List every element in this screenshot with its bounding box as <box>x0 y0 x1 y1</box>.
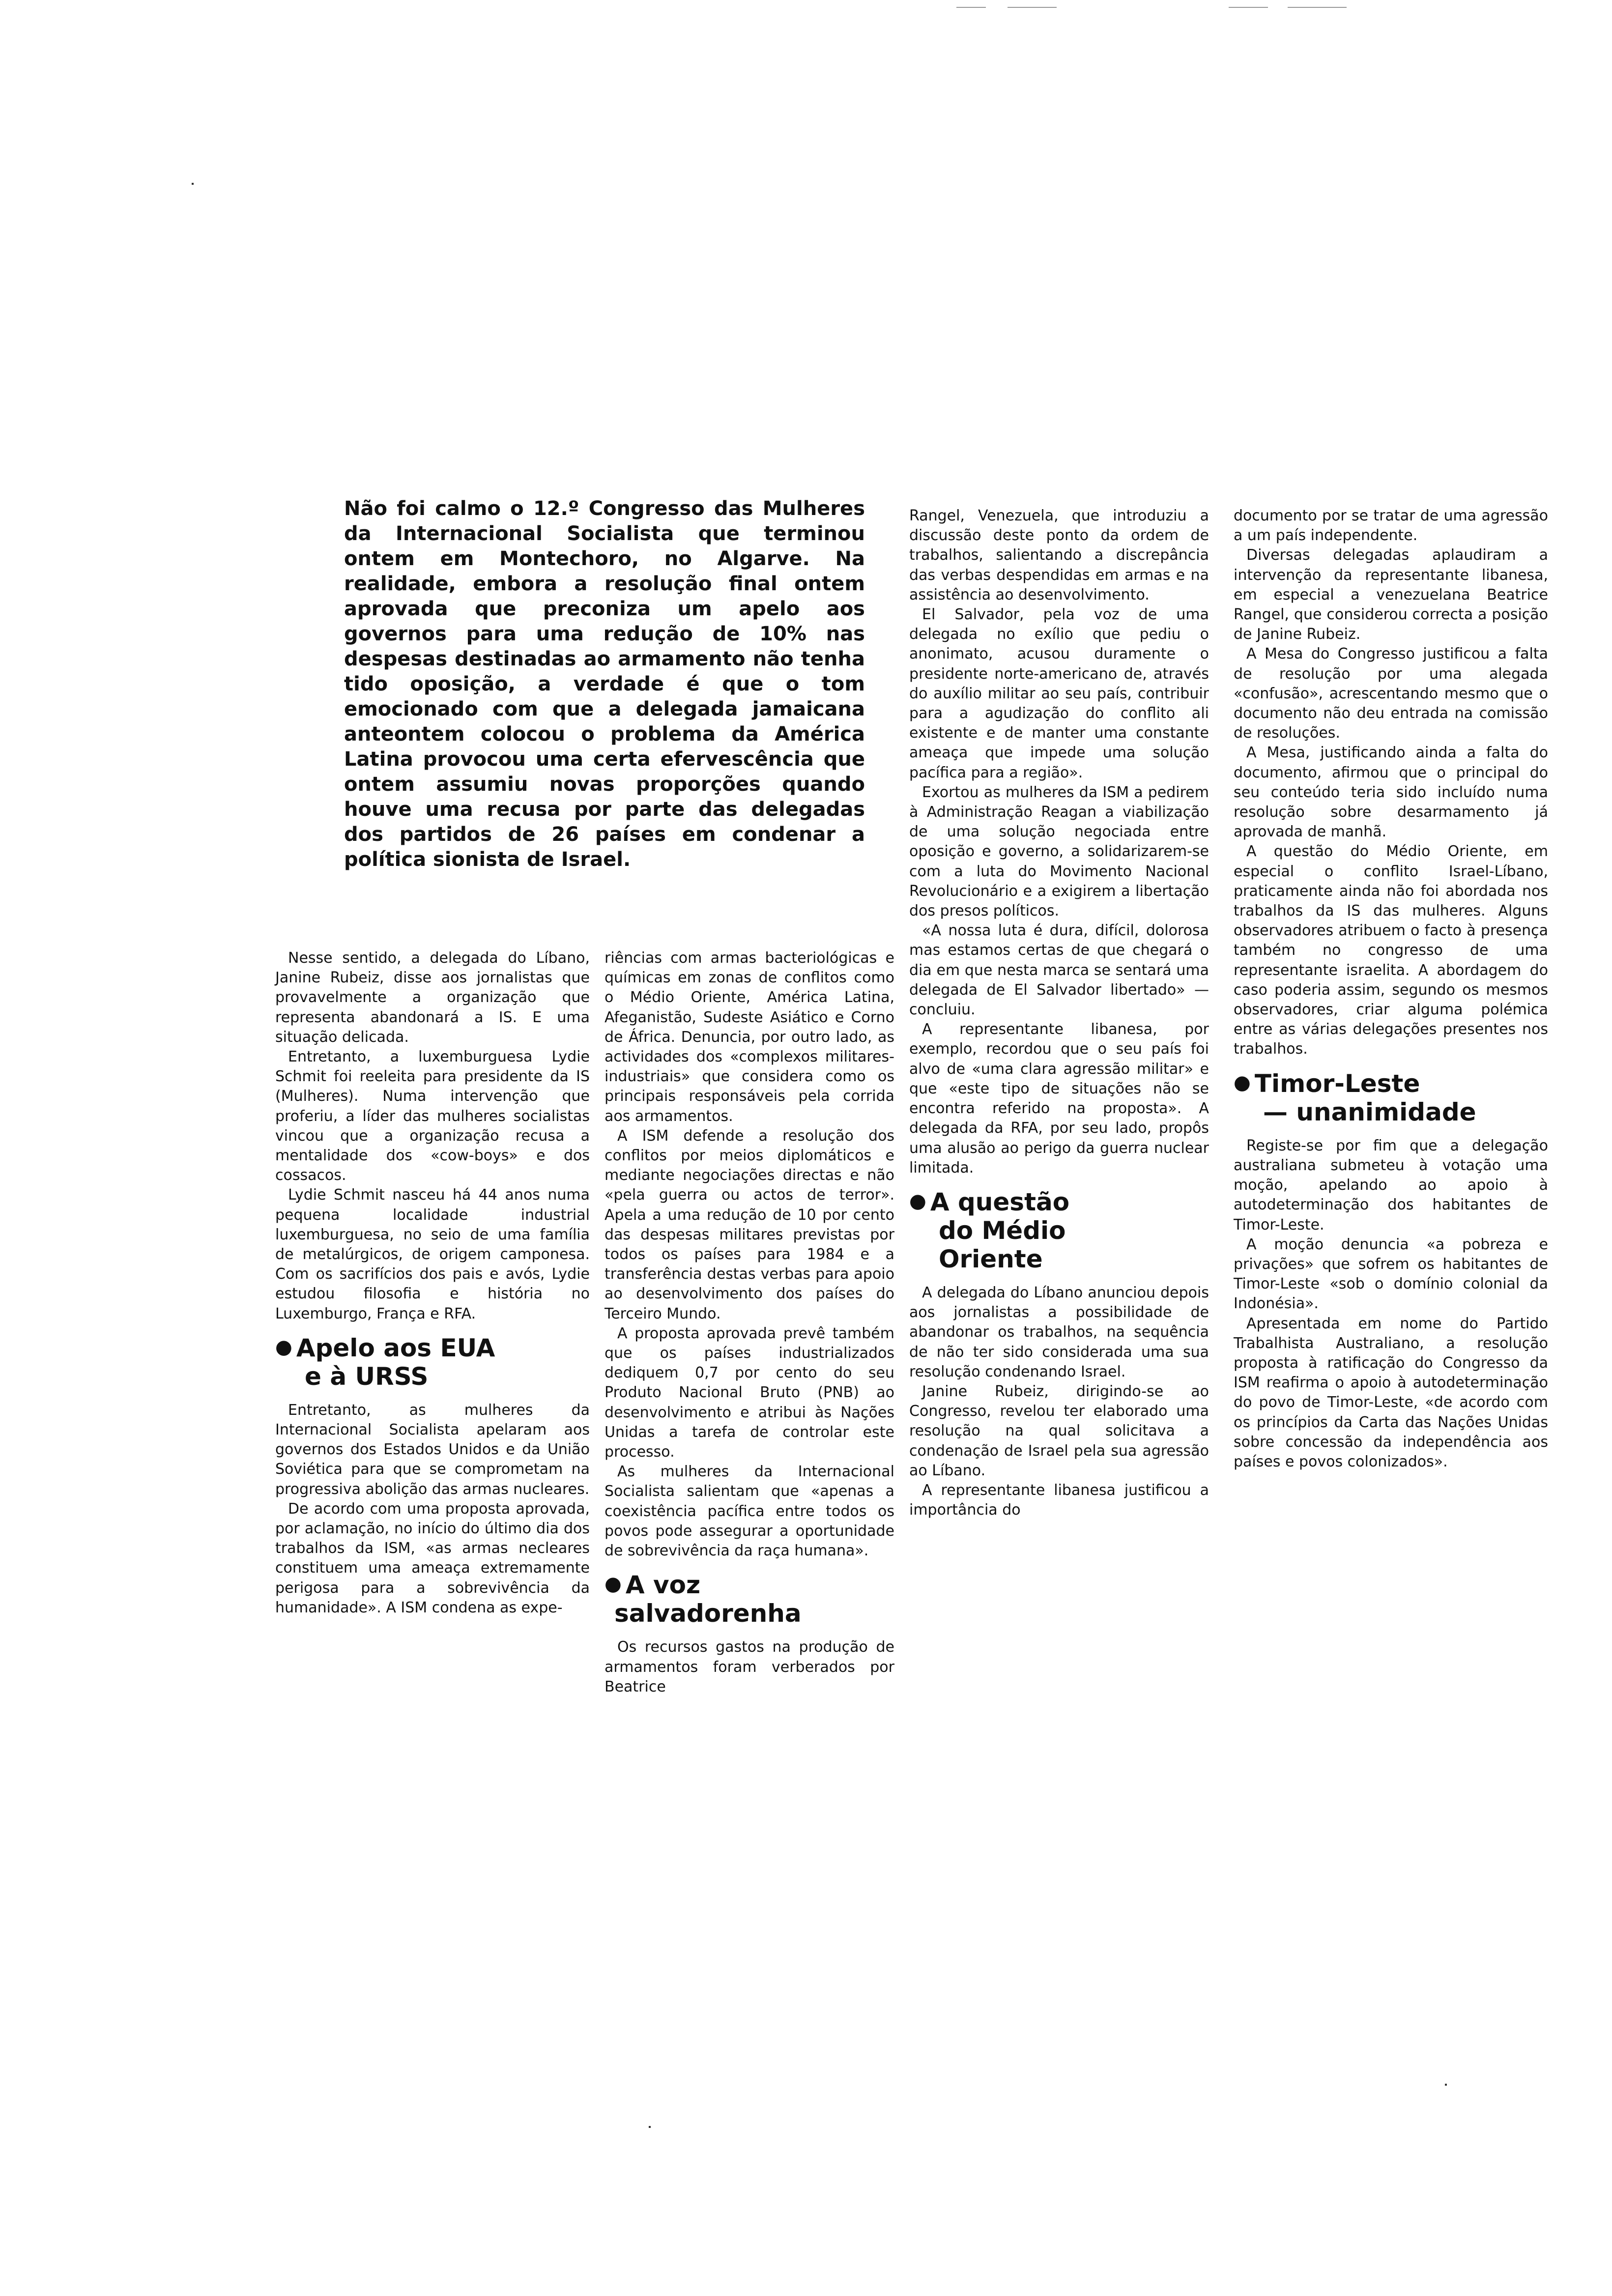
scan-speck <box>649 2126 651 2128</box>
paragraph: Lydie Schmit nasceu há 44 anos numa pequena localidade industrial luxemburguesa, no seio de uma família de metalúrgicos, de origem camponesa. Com os sacrifícios dos pais e avós, Lydie estudou filosofia e história no Luxemburgo, França e RFA. <box>275 1186 590 1322</box>
paragraph: A Mesa, justificando ainda a falta do documento, afirmou que o principal do seu conteúdo teria sido incluído numa resolução sobre desarmamento já aprovada de manhã. <box>1234 744 1548 841</box>
paragraph: Exortou as mulheres da ISM a pedirem à Administração Reagan a viabilização de uma solução negociada entre oposição e governo, a solidarizarem-se com a luta do Movimento Nacional Revolucionário e a exigirem a libertação dos presos políticos. <box>909 783 1209 920</box>
bullet-icon: ● <box>909 1189 926 1212</box>
paragraph: riências com armas bacteriológicas e químicas em zonas de conflitos como o Médio Oriente, América Latina, Afeganistão, Sudeste Asiático e Corno de África. Denuncia, por outro lado, as actividades dos «complexos militares-industriais» que considera como os principais responsáveis pela corrida aos armamentos. <box>604 949 894 1125</box>
paragraph: Registe-se por fim que a delegação australiana submeteu à votação uma moção, apelando ao apoio à autodeterminação dos habitantes de Timor-Leste. <box>1234 1137 1548 1234</box>
scan-speck <box>1288 7 1347 8</box>
paragraph: A proposta aprovada prevê também que os países industrializados dediquem 0,7 por cento do seu Produto Nacional Bruto (PNB) ao desenvolvimento e atribui às Nações Unidas a tarefa de controlar este processo. <box>604 1324 894 1461</box>
scan-speck <box>1445 2084 1447 2086</box>
subheading-voz <box>604 1570 894 1628</box>
subheading-line: A voz <box>625 1571 701 1600</box>
paragraph: Entretanto, as mulheres da Internacional Socialista apelaram aos governos dos Estados Unidos e da União Soviética para que se comprometam na progressiva abolição das armas nucleares. <box>275 1401 590 1498</box>
scan-speck <box>192 183 194 185</box>
paragraph: A delegada do Líbano anunciou depois aos jornalistas a possibilidade de abandonar os trabalhos, na sequência de não ter sido considerada uma sua resolução condenando Israel. <box>909 1284 1209 1380</box>
paragraph: «A nossa luta é dura, difícil, dolorosa mas estamos certas de que chegará o dia em que nesta marca se sentará uma delegada de El Salvador libertado» — concluiu. <box>909 922 1209 1019</box>
subheading-line: — unanimidade <box>1263 1097 1476 1126</box>
article-column-3 <box>909 506 1209 1520</box>
paragraph: A ISM defende a resolução dos conflitos por meios diplomáticos e mediante negociações directas e não «pela guerra ou actos de terror». Apela a uma redução de 10 por cento das despesas militares previstas por todos os países para 1984 e a transferência destas verbas para apoio ao desenvolvimento dos países do Terceiro Mundo. <box>604 1127 894 1322</box>
paragraph: A Mesa do Congresso justificou a falta de resolução por uma alegada «confusão», acrescentando mesmo que o documento não deu entrada na comissão de resoluções. <box>1234 645 1548 742</box>
paragraph: documento por se tratar de uma agressão a um país independente. <box>1234 507 1548 545</box>
paragraph: Rangel, Venezuela, que introduziu a discussão deste ponto da ordem de trabalhos, salientando a discrepância das verbas despendidas em armas e na assistência ao desenvolvimento. <box>909 507 1209 603</box>
article-column-1 <box>275 948 590 1618</box>
subheading-line: A questão <box>930 1187 1070 1216</box>
scan-speck <box>1008 7 1057 8</box>
paragraph: As mulheres da Internacional Socialista salientam que «apenas a coexistência pacífica entre todos os povos pode assegurar a oportunidade de sobrevivência da raça humana». <box>604 1463 894 1560</box>
subheading-apelo <box>275 1333 590 1391</box>
paragraph: Os recursos gastos na produção de armamentos foram verberados por Beatrice <box>604 1638 894 1695</box>
paragraph: Diversas delegadas aplaudiram a intervenção da representante libanesa, em especial a venezuelana Beatrice Rangel, que considerou correcta a posição de Janine Rubeiz. <box>1234 546 1548 643</box>
paragraph: El Salvador, pela voz de uma delegada no exílio que pediu o anonimato, acusou duramente o presidente norte-americano de, através do auxílio militar ao seu país, contribuir para a agudização do conflito ali existente e de manter uma constante ameaça que impede uma solução pacífica para a região». <box>909 606 1209 781</box>
paragraph: Entretanto, a luxemburguesa Lydie Schmit foi reeleita para presidente da IS (Mulheres). Numa intervenção que proferiu, a líder das mulheres socialistas vincou que a organização recusa a mentalidade dos «cow-boys» e dos cossacos. <box>275 1048 590 1184</box>
paragraph: A moção denuncia «a pobreza e privações» que sofrem os habitantes de Timor-Leste «sob o domínio colonial da Indonésia». <box>1234 1235 1548 1313</box>
bullet-icon: ● <box>604 1573 622 1596</box>
bullet-icon: ● <box>275 1335 292 1358</box>
subheading-medio-oriente <box>909 1187 1209 1273</box>
article-column-4 <box>1234 506 1548 1472</box>
subheading-line: do Médio <box>939 1216 1066 1245</box>
subheading-line: Oriente <box>939 1244 1043 1273</box>
paragraph: Janine Rubeiz, dirigindo-se ao Congresso, revelou ter elaborado uma resolução na qual solicitava a condenação de Israel pela sua agressão ao Líbano. <box>909 1382 1209 1479</box>
subheading-line: salvadorenha <box>614 1599 802 1628</box>
scan-speck <box>956 7 986 8</box>
subheading-timor <box>1234 1068 1548 1126</box>
subheading-line: e à URSS <box>305 1362 429 1391</box>
paragraph: A representante libanesa justificou a importância do <box>909 1481 1209 1519</box>
article-column-2 <box>604 948 894 1697</box>
scan-speck <box>1229 7 1268 8</box>
lead-paragraph: Não foi calmo o 12.º Congresso das Mulheres da Internacional Socialista que terminou ontem em Montechoro, no Algarve. Na realidade, embora a resolução final ontem aprovada que preconiza um apelo aos governos para uma redução de 10% nas despesas destinadas ao armamento não tenha tido oposição, a verdade é que o tom emocionado com que a delegada jamaicana anteontem colocou o problema da América Latina provocou uma certa efervescência que ontem assumiu novas proporções quando houve uma recusa por parte das delegadas dos partidos de 26 países em condenar a política sionista de Israel. <box>344 497 865 871</box>
paragraph: A questão do Médio Oriente, em especial o conflito Israel-Líbano, praticamente ainda não foi abordada nos trabalhos da IS das mulheres. Alguns observadores atribuem o facto à presença também no congresso de uma representante israelita. A abordagem do caso poderia assim, segundo os mesmos observadores, criar alguma polémica entre as várias delegações presentes nos trabalhos. <box>1234 843 1548 1058</box>
subheading-line: Timor-Leste <box>1254 1069 1420 1098</box>
paragraph: Apresentada em nome do Partido Trabalhista Australiano, a resolução proposta à ratificação do Congresso da ISM reafirma o apoio à autodeterminação do povo de Timor-Leste, «de acordo com os princípios da Carta das Nações Unidas sobre concessão da independência aos países e povos colonizados». <box>1234 1315 1548 1470</box>
subheading-line: Apelo aos EUA <box>296 1333 495 1362</box>
paragraph: A representante libanesa, por exemplo, recordou que o seu país foi alvo de «uma clara agressão militar» e que «este tipo de situações não se encontra referido na proposta». A delegada da RFA, por seu lado, propôs uma alusão ao perigo da guerra nuclear limitada. <box>909 1021 1209 1177</box>
paragraph: De acordo com uma proposta aprovada, por aclamação, no início do último dia dos trabalhos da ISM, «as armas necleares constituem uma ameaça extremamente perigosa para a sobrevivência da humanidade». A ISM condena as expe- <box>275 1500 590 1616</box>
paragraph: Nesse sentido, a delegada do Líbano, Janine Rubeiz, disse aos jornalistas que provavelmente a organização que representa abandonará a IS. E uma situação delicada. <box>275 949 590 1046</box>
bullet-icon: ● <box>1234 1071 1251 1094</box>
